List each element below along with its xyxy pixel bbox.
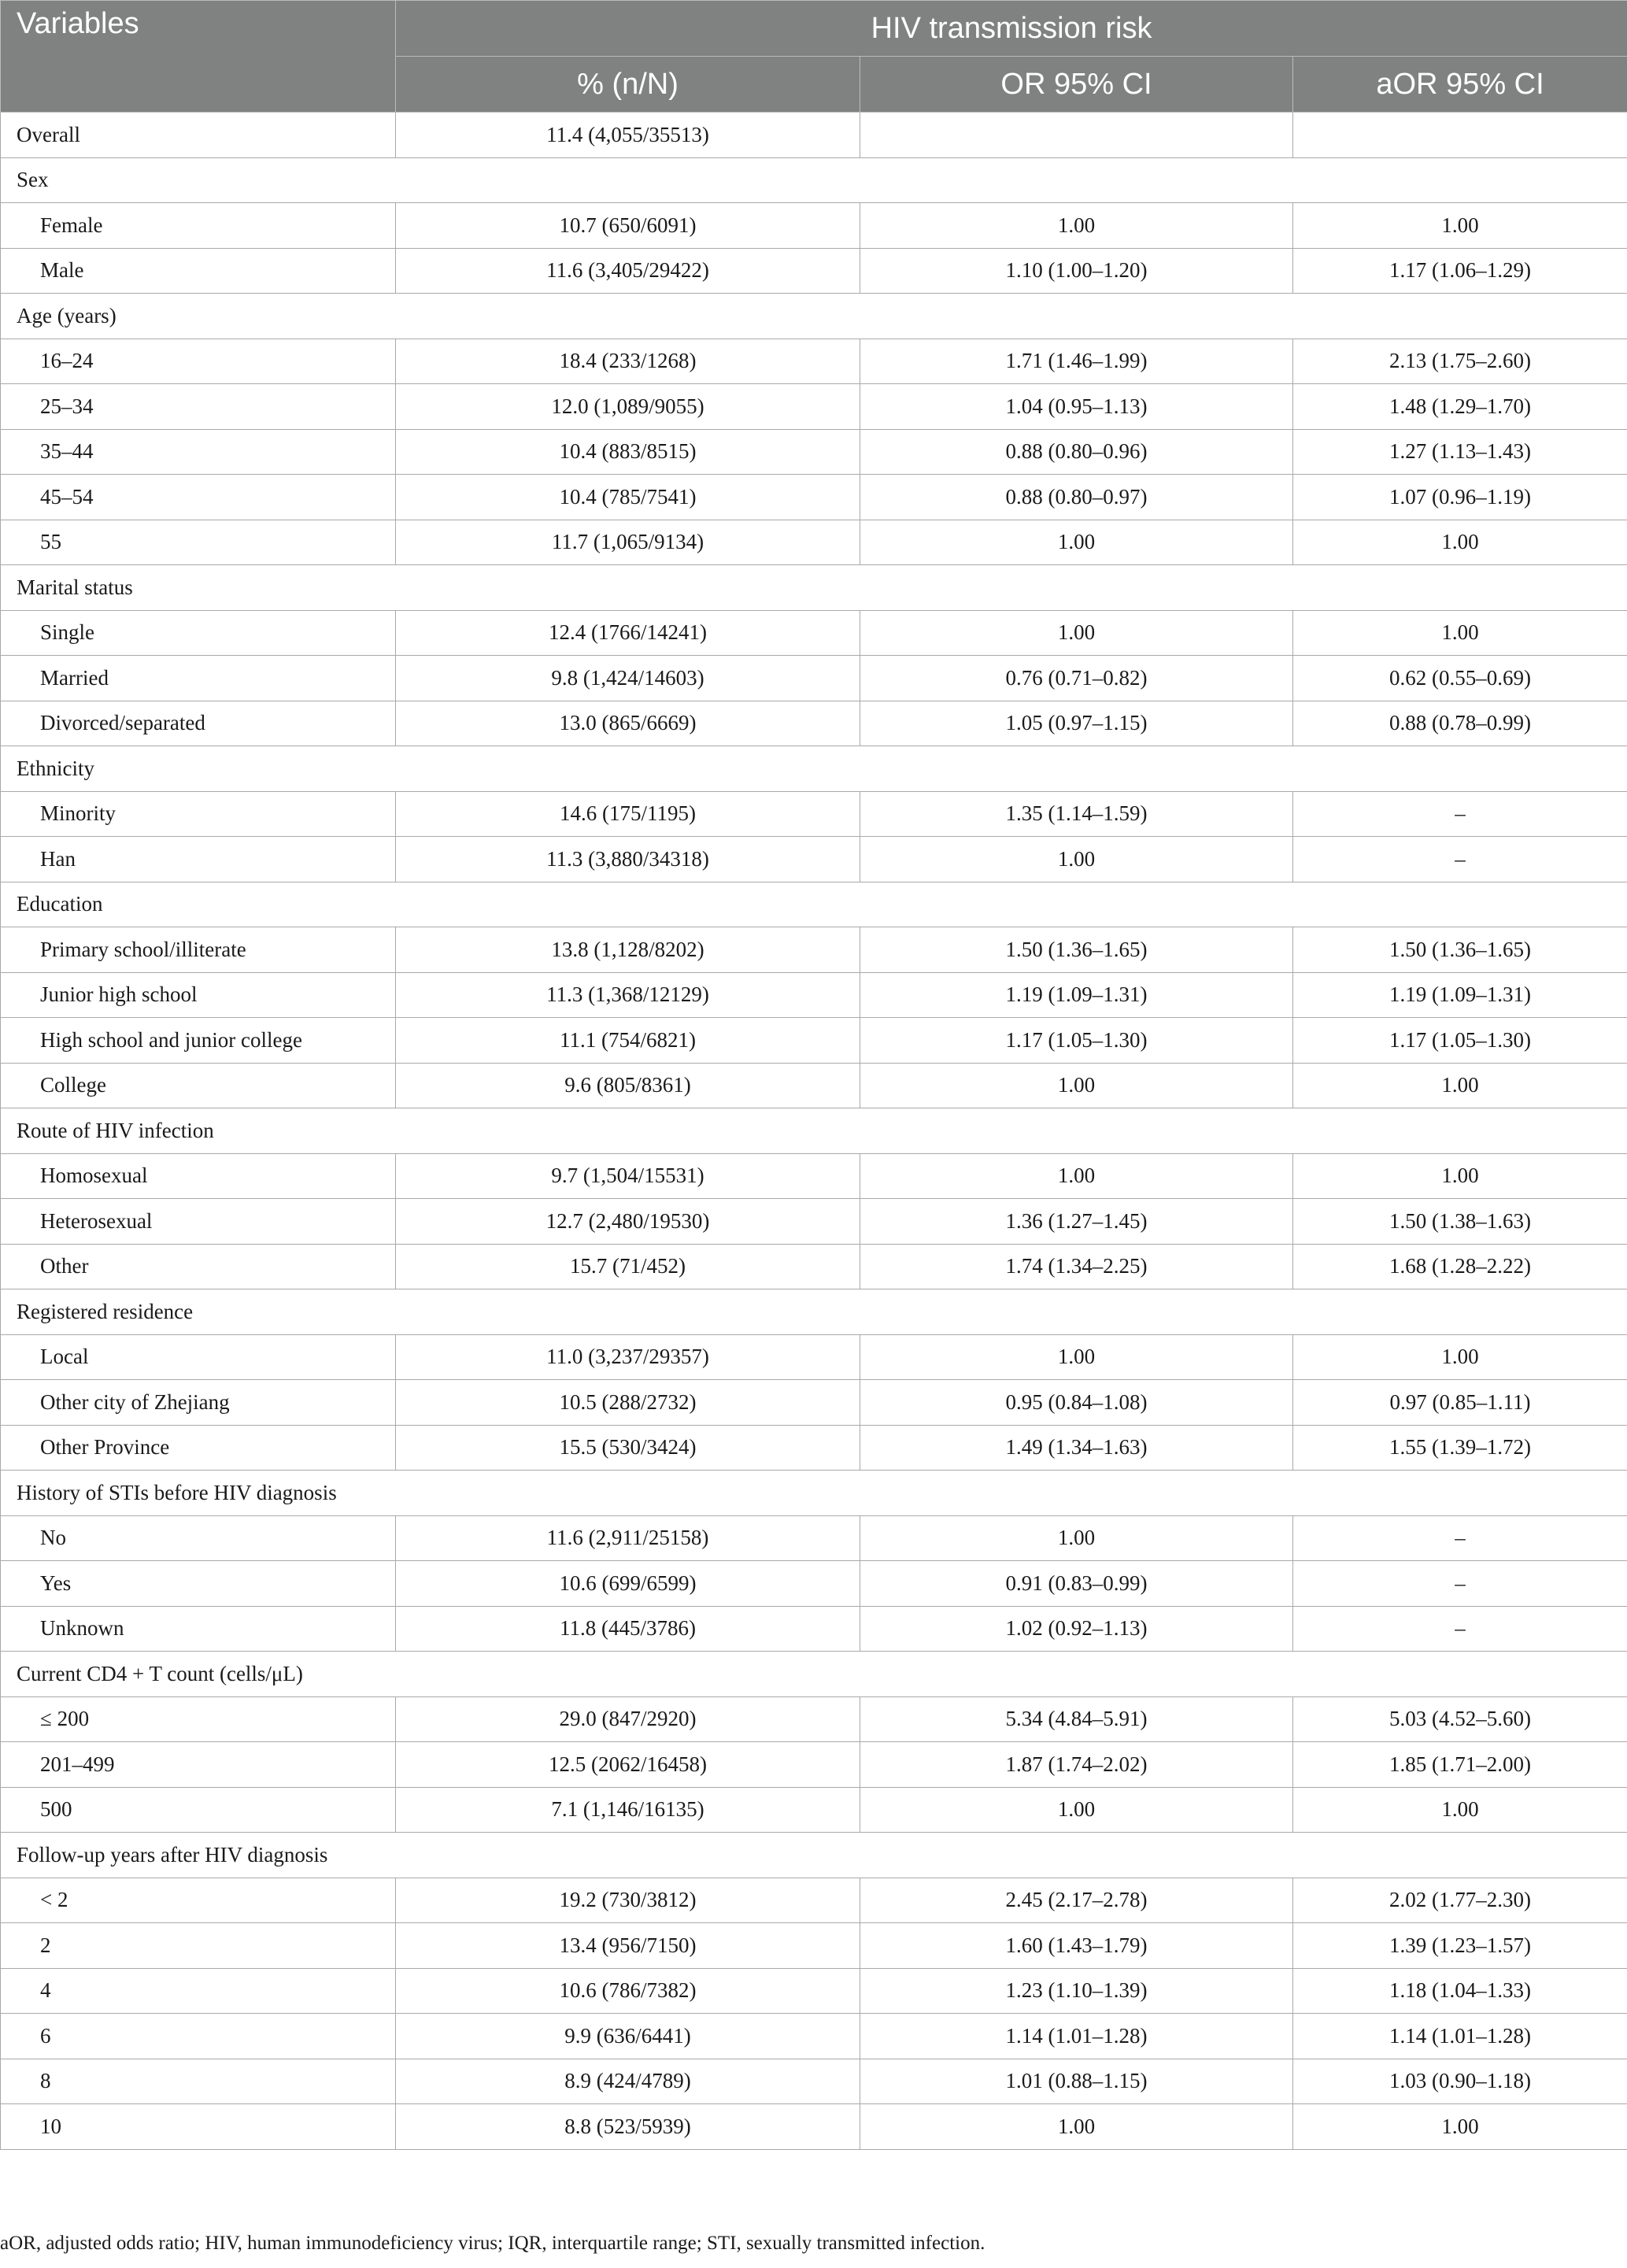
row-label: 500 xyxy=(1,1787,396,1833)
or-cell: 1.00 xyxy=(860,203,1293,249)
row-label: Unknown xyxy=(1,1606,396,1652)
aor-cell: 2.13 (1.75–2.60) xyxy=(1293,339,1627,384)
aor-cell: 1.68 (1.28–2.22) xyxy=(1293,1244,1627,1289)
row-label: Single xyxy=(1,610,396,656)
row-label: Female xyxy=(1,203,396,249)
category-label: Registered residence xyxy=(1,1289,1627,1335)
row-label: 4 xyxy=(1,1968,396,2014)
or-cell: 1.87 (1.74–2.02) xyxy=(860,1742,1293,1788)
or-column-header: OR 95% CI xyxy=(860,57,1293,113)
or-cell: 2.45 (2.17–2.78) xyxy=(860,1878,1293,1923)
percent-cell: 9.7 (1,504/15531) xyxy=(396,1153,860,1199)
or-cell: 1.00 xyxy=(860,1515,1293,1561)
row-label: No xyxy=(1,1515,396,1561)
percent-cell: 11.0 (3,237/29357) xyxy=(396,1334,860,1380)
row-label: High school and junior college xyxy=(1,1018,396,1064)
row-label: 10 xyxy=(1,2104,396,2150)
aor-cell: 1.55 (1.39–1.72) xyxy=(1293,1425,1627,1471)
percent-cell: 12.0 (1,089/9055) xyxy=(396,384,860,430)
percent-cell: 8.9 (424/4789) xyxy=(396,2059,860,2104)
aor-cell: 0.88 (0.78–0.99) xyxy=(1293,701,1627,746)
table-row xyxy=(1,2014,1627,2059)
or-cell: 1.36 (1.27–1.45) xyxy=(860,1199,1293,1245)
or-cell: 0.95 (0.84–1.08) xyxy=(860,1380,1293,1426)
table-row xyxy=(1,1153,1627,1199)
percent-cell: 10.5 (288/2732) xyxy=(396,1380,860,1426)
aor-cell: – xyxy=(1293,1561,1627,1607)
or-cell: 1.00 xyxy=(860,837,1293,882)
percent-cell: 11.6 (2,911/25158) xyxy=(396,1515,860,1561)
aor-cell: 0.62 (0.55–0.69) xyxy=(1293,656,1627,701)
table-row xyxy=(1,1923,1627,1969)
category-label: Education xyxy=(1,882,1627,927)
row-label: 16–24 xyxy=(1,339,396,384)
percent-cell: 7.1 (1,146/16135) xyxy=(396,1787,860,1833)
table-row xyxy=(1,2104,1627,2150)
percent-cell: 11.3 (3,880/34318) xyxy=(396,837,860,882)
table-row xyxy=(1,1199,1627,1245)
or-cell: 1.00 xyxy=(860,2104,1293,2150)
or-cell: 1.74 (1.34–2.25) xyxy=(860,1244,1293,1289)
row-label: 201–499 xyxy=(1,1742,396,1788)
or-cell: 1.50 (1.36–1.65) xyxy=(860,927,1293,973)
category-row xyxy=(1,1833,1627,1878)
aor-cell: – xyxy=(1293,1515,1627,1561)
row-label: Han xyxy=(1,837,396,882)
row-label: Divorced/separated xyxy=(1,701,396,746)
row-label: Yes xyxy=(1,1561,396,1607)
percent-cell: 11.1 (754/6821) xyxy=(396,1018,860,1064)
table-row xyxy=(1,656,1627,701)
percent-cell: 9.9 (636/6441) xyxy=(396,2014,860,2059)
or-cell: 1.00 xyxy=(860,610,1293,656)
table-row xyxy=(1,2059,1627,2104)
percent-cell: 11.7 (1,065/9134) xyxy=(396,520,860,565)
hiv-transmission-risk-header: HIV transmission risk xyxy=(396,1,1627,57)
aor-cell: 1.07 (0.96–1.19) xyxy=(1293,475,1627,520)
aor-cell: 1.85 (1.71–2.00) xyxy=(1293,1742,1627,1788)
or-cell: 1.00 xyxy=(860,1153,1293,1199)
aor-cell: 1.00 xyxy=(1293,203,1627,249)
aor-cell: – xyxy=(1293,837,1627,882)
percent-cell: 10.4 (785/7541) xyxy=(396,475,860,520)
row-label: Other city of Zhejiang xyxy=(1,1380,396,1426)
table-row xyxy=(1,475,1627,520)
table-row xyxy=(1,429,1627,475)
category-row xyxy=(1,1289,1627,1335)
table-row xyxy=(1,837,1627,882)
table-row xyxy=(1,1968,1627,2014)
table-row xyxy=(1,1380,1627,1426)
row-label: 55 xyxy=(1,520,396,565)
category-label: History of STIs before HIV diagnosis xyxy=(1,1471,1627,1516)
category-label: Age (years) xyxy=(1,294,1627,339)
category-label: Ethnicity xyxy=(1,746,1627,792)
aor-cell: 1.17 (1.05–1.30) xyxy=(1293,1018,1627,1064)
percent-cell: 15.7 (71/452) xyxy=(396,1244,860,1289)
percent-cell: 11.4 (4,055/35513) xyxy=(396,113,860,158)
row-label: Local xyxy=(1,1334,396,1380)
category-row xyxy=(1,294,1627,339)
aor-cell: 1.00 xyxy=(1293,610,1627,656)
category-label: Follow-up years after HIV diagnosis xyxy=(1,1833,1627,1878)
percent-cell: 12.4 (1766/14241) xyxy=(396,610,860,656)
row-label: < 2 xyxy=(1,1878,396,1923)
table-row xyxy=(1,1878,1627,1923)
or-cell: 1.19 (1.09–1.31) xyxy=(860,972,1293,1018)
category-label: Route of HIV infection xyxy=(1,1108,1627,1154)
table-footnote: aOR, adjusted odds ratio; HIV, human immunodeficiency virus; IQR, interquartile range; STI, sexually transmitted infection. xyxy=(0,2233,985,2254)
aor-cell: – xyxy=(1293,791,1627,837)
table-row xyxy=(1,1606,1627,1652)
aor-column-header: aOR 95% CI xyxy=(1293,57,1627,113)
or-cell: 1.01 (0.88–1.15) xyxy=(860,2059,1293,2104)
table-row xyxy=(1,701,1627,746)
table-row xyxy=(1,520,1627,565)
table-body xyxy=(1,113,1627,2150)
or-cell: 1.02 (0.92–1.13) xyxy=(860,1606,1293,1652)
or-cell: 0.76 (0.71–0.82) xyxy=(860,656,1293,701)
or-cell: 1.00 xyxy=(860,1334,1293,1380)
row-label: Married xyxy=(1,656,396,701)
category-row xyxy=(1,746,1627,792)
aor-cell xyxy=(1293,113,1627,158)
aor-cell: 1.17 (1.06–1.29) xyxy=(1293,248,1627,294)
table-row xyxy=(1,1425,1627,1471)
row-label: College xyxy=(1,1063,396,1108)
percent-cell: 13.0 (865/6669) xyxy=(396,701,860,746)
category-row xyxy=(1,1652,1627,1697)
table-row xyxy=(1,1742,1627,1788)
row-label: Homosexual xyxy=(1,1153,396,1199)
aor-cell: 1.50 (1.38–1.63) xyxy=(1293,1199,1627,1245)
row-label: 6 xyxy=(1,2014,396,2059)
percent-cell: 9.8 (1,424/14603) xyxy=(396,656,860,701)
or-cell xyxy=(860,113,1293,158)
aor-cell: 1.27 (1.13–1.43) xyxy=(1293,429,1627,475)
percent-cell: 13.8 (1,128/8202) xyxy=(396,927,860,973)
row-label: Junior high school xyxy=(1,972,396,1018)
category-label: Sex xyxy=(1,157,1627,203)
percent-cell: 11.8 (445/3786) xyxy=(396,1606,860,1652)
aor-cell: 1.39 (1.23–1.57) xyxy=(1293,1923,1627,1969)
or-cell: 5.34 (4.84–5.91) xyxy=(860,1696,1293,1742)
percent-cell: 10.4 (883/8515) xyxy=(396,429,860,475)
aor-cell: 1.18 (1.04–1.33) xyxy=(1293,1968,1627,2014)
aor-cell: 1.00 xyxy=(1293,1063,1627,1108)
percent-cell: 15.5 (530/3424) xyxy=(396,1425,860,1471)
table-row xyxy=(1,1515,1627,1561)
or-cell: 1.00 xyxy=(860,1063,1293,1108)
aor-cell: 1.19 (1.09–1.31) xyxy=(1293,972,1627,1018)
table-row xyxy=(1,1787,1627,1833)
or-cell: 1.05 (0.97–1.15) xyxy=(860,701,1293,746)
aor-cell: 1.48 (1.29–1.70) xyxy=(1293,384,1627,430)
row-label: Other Province xyxy=(1,1425,396,1471)
aor-cell: 2.02 (1.77–2.30) xyxy=(1293,1878,1627,1923)
table-row xyxy=(1,791,1627,837)
aor-cell: 1.00 xyxy=(1293,1787,1627,1833)
row-label: Heterosexual xyxy=(1,1199,396,1245)
percent-cell: 8.8 (523/5939) xyxy=(396,2104,860,2150)
table-row xyxy=(1,1063,1627,1108)
percent-cell: 29.0 (847/2920) xyxy=(396,1696,860,1742)
aor-cell: 1.00 xyxy=(1293,1153,1627,1199)
table-row xyxy=(1,1018,1627,1064)
row-label: Minority xyxy=(1,791,396,837)
aor-cell: 0.97 (0.85–1.11) xyxy=(1293,1380,1627,1426)
table-header xyxy=(1,1,1627,113)
or-cell: 0.91 (0.83–0.99) xyxy=(860,1561,1293,1607)
or-cell: 1.23 (1.10–1.39) xyxy=(860,1968,1293,2014)
percent-cell: 10.6 (699/6599) xyxy=(396,1561,860,1607)
category-row xyxy=(1,882,1627,927)
aor-cell: 1.14 (1.01–1.28) xyxy=(1293,2014,1627,2059)
table-row xyxy=(1,972,1627,1018)
percent-cell: 10.7 (650/6091) xyxy=(396,203,860,249)
or-cell: 1.10 (1.00–1.20) xyxy=(860,248,1293,294)
or-cell: 1.00 xyxy=(860,1787,1293,1833)
category-row xyxy=(1,157,1627,203)
variables-header: Variables xyxy=(1,1,396,113)
percent-cell: 12.5 (2062/16458) xyxy=(396,1742,860,1788)
table-row xyxy=(1,113,1627,158)
table-row xyxy=(1,927,1627,973)
category-row xyxy=(1,1471,1627,1516)
table-row xyxy=(1,610,1627,656)
percent-cell: 13.4 (956/7150) xyxy=(396,1923,860,1969)
table-row xyxy=(1,248,1627,294)
or-cell: 1.49 (1.34–1.63) xyxy=(860,1425,1293,1471)
row-label: 35–44 xyxy=(1,429,396,475)
percent-cell: 18.4 (233/1268) xyxy=(396,339,860,384)
percent-column-header: % (n/N) xyxy=(396,57,860,113)
or-cell: 0.88 (0.80–0.97) xyxy=(860,475,1293,520)
aor-cell: – xyxy=(1293,1606,1627,1652)
table-row xyxy=(1,1244,1627,1289)
table-row xyxy=(1,339,1627,384)
percent-cell: 11.6 (3,405/29422) xyxy=(396,248,860,294)
aor-cell: 1.00 xyxy=(1293,2104,1627,2150)
aor-cell: 1.00 xyxy=(1293,520,1627,565)
percent-cell: 12.7 (2,480/19530) xyxy=(396,1199,860,1245)
aor-cell: 1.00 xyxy=(1293,1334,1627,1380)
category-row xyxy=(1,1108,1627,1154)
row-label: 45–54 xyxy=(1,475,396,520)
aor-cell: 5.03 (4.52–5.60) xyxy=(1293,1696,1627,1742)
category-row xyxy=(1,565,1627,611)
table-row xyxy=(1,1334,1627,1380)
percent-cell: 11.3 (1,368/12129) xyxy=(396,972,860,1018)
table-row xyxy=(1,1561,1627,1607)
row-label: Other xyxy=(1,1244,396,1289)
aor-cell: 1.50 (1.36–1.65) xyxy=(1293,927,1627,973)
row-label: 2 xyxy=(1,1923,396,1969)
row-label: ≤ 200 xyxy=(1,1696,396,1742)
or-cell: 1.00 xyxy=(860,520,1293,565)
category-label: Current CD4 + T count (cells/μL) xyxy=(1,1652,1627,1697)
percent-cell: 19.2 (730/3812) xyxy=(396,1878,860,1923)
or-cell: 0.88 (0.80–0.96) xyxy=(860,429,1293,475)
or-cell: 1.04 (0.95–1.13) xyxy=(860,384,1293,430)
row-label: Overall xyxy=(1,113,396,158)
percent-cell: 10.6 (786/7382) xyxy=(396,1968,860,2014)
table-row xyxy=(1,384,1627,430)
or-cell: 1.35 (1.14–1.59) xyxy=(860,791,1293,837)
row-label: Primary school/illiterate xyxy=(1,927,396,973)
row-label: 25–34 xyxy=(1,384,396,430)
or-cell: 1.17 (1.05–1.30) xyxy=(860,1018,1293,1064)
aor-cell: 1.03 (0.90–1.18) xyxy=(1293,2059,1627,2104)
or-cell: 1.71 (1.46–1.99) xyxy=(860,339,1293,384)
row-label: 8 xyxy=(1,2059,396,2104)
percent-cell: 9.6 (805/8361) xyxy=(396,1063,860,1108)
or-cell: 1.14 (1.01–1.28) xyxy=(860,2014,1293,2059)
table-row xyxy=(1,203,1627,249)
category-label: Marital status xyxy=(1,565,1627,611)
percent-cell: 14.6 (175/1195) xyxy=(396,791,860,837)
row-label: Male xyxy=(1,248,396,294)
table-row xyxy=(1,1696,1627,1742)
or-cell: 1.60 (1.43–1.79) xyxy=(860,1923,1293,1969)
